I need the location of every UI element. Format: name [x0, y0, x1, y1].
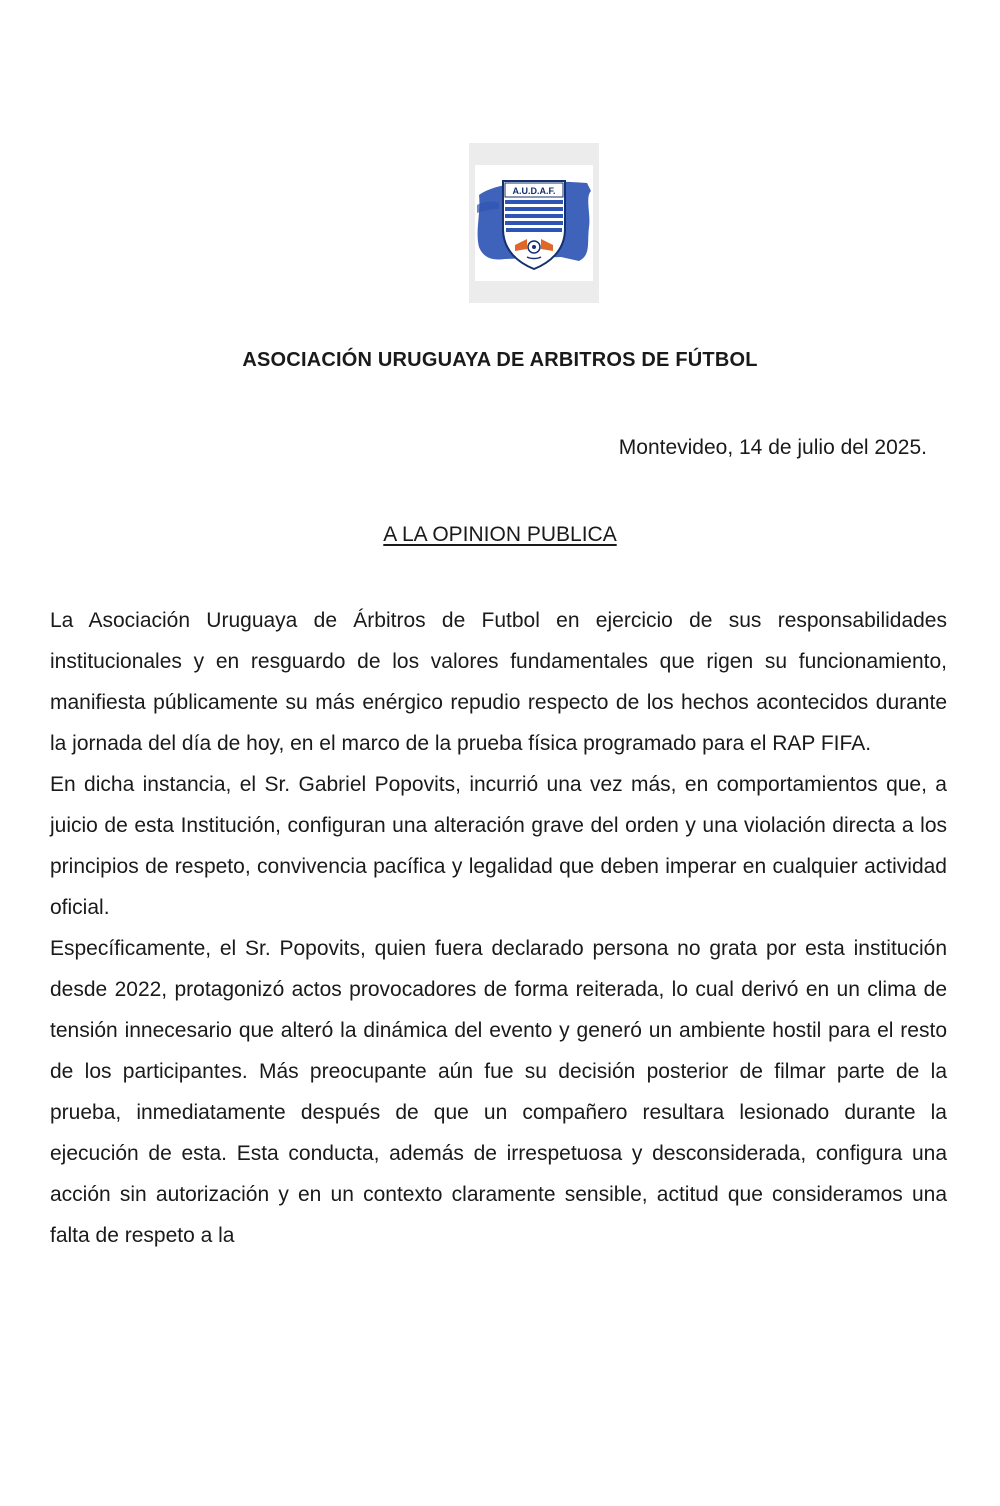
date-line: Montevideo, 14 de julio del 2025.	[618, 436, 927, 459]
logo-stripe	[505, 200, 563, 204]
audaf-crest-logo	[475, 165, 593, 281]
paragraph: Específicamente, el Sr. Popovits, quien fuera declarado persona no grata por esta institución desde 2022, protagonizó actos provocadores de forma reiterada, lo cual derivó en un clima de tensión innecesario que alteró la dinámica del evento y generó un ambiente hostil para el resto de los participantes. Más preocupante aún fue su decisión posterior de filmar parte de la prueba, inmediatamente después de que un compañero resultara lesionado durante la ejecución de esta. Esta conducta, además de irrespetuosa y desconsiderada, configura una acción sin autorización y en un contexto claramente sensible, actitud que consideramos una falta de respeto a la	[50, 937, 947, 1247]
paragraph: La Asociación Uruguaya de Árbitros de Futbol en ejercicio de sus responsabilidades institucionales y en resguardo de los valores fundamentales que rigen su funcionamiento, manifiesta públicamente su más enérgico repudio respecto de los hechos acontecidos durante la jornada del día de hoy, en el marco de la prueba física programado para el RAP FIFA.	[50, 609, 947, 755]
organization-title: ASOCIACIÓN URUGUAYA DE ARBITROS DE FÚTBOL	[242, 349, 758, 371]
body-text	[50, 600, 947, 1256]
logo-stripe	[505, 214, 563, 218]
logo-frame	[469, 143, 599, 303]
logo-stripe	[506, 228, 562, 232]
logo-text: A.U.D.A.F.	[512, 186, 556, 196]
paragraph: En dicha instancia, el Sr. Gabriel Popovits, incurrió una vez más, en comportamientos que, a juicio de esta Institución, configuran una alteración grave del orden y una violación directa a los principios de respeto, convivencia pacífica y legalidad que deben imperar en cualquier actividad oficial.	[50, 773, 947, 919]
logo-stripe	[505, 221, 563, 225]
logo-background	[475, 165, 593, 281]
logo-stripe	[505, 207, 563, 211]
document-heading: A LA OPINION PUBLICA	[383, 523, 617, 546]
logo-ball-patch	[532, 245, 536, 249]
